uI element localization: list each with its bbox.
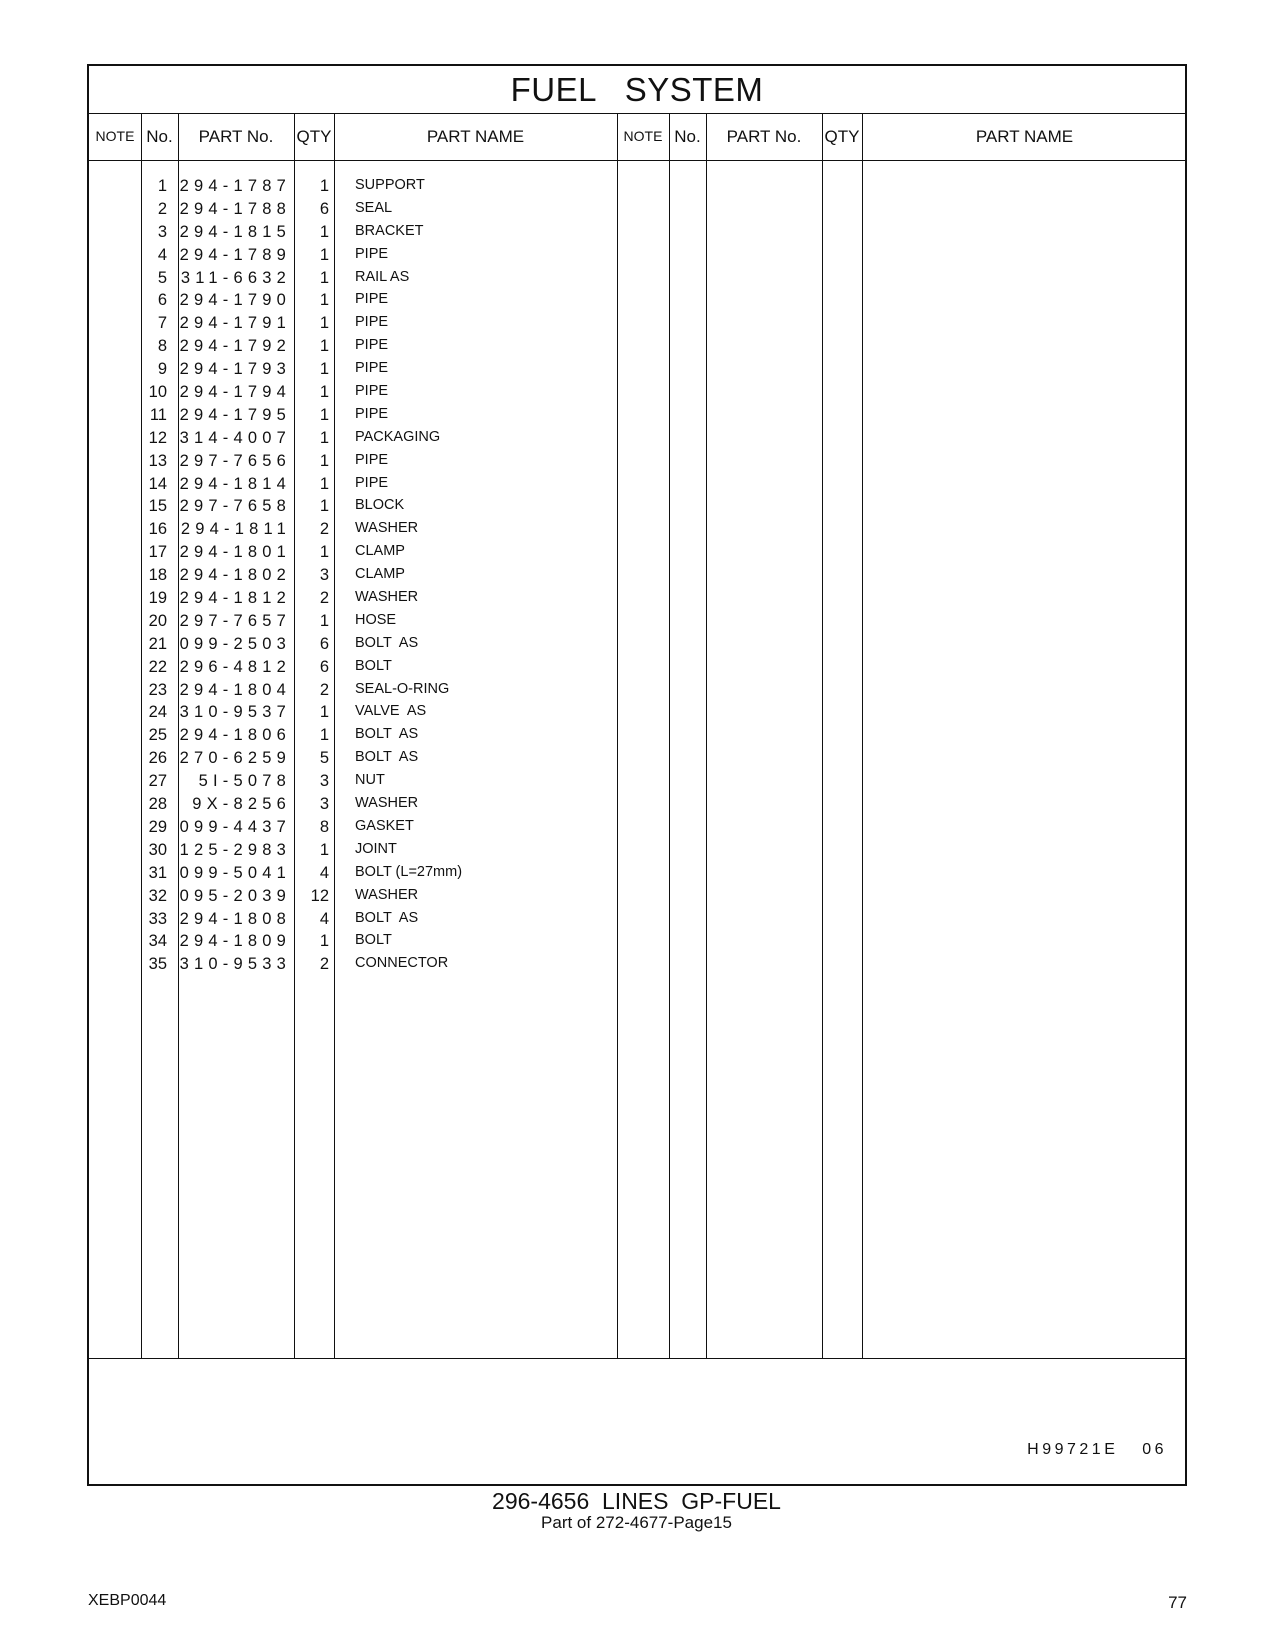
- part-name: WASHER: [355, 520, 419, 537]
- part-name: JOINT: [355, 840, 397, 857]
- item-number: 3: [157, 222, 167, 241]
- part-name: SEAL-O-RING: [355, 680, 450, 697]
- part-name: PIPE: [355, 360, 389, 377]
- part-number: 314-4007: [179, 428, 291, 447]
- table-row: [89, 518, 1189, 541]
- part-number: 297-7658: [179, 497, 291, 516]
- part-number: 294-1808: [179, 909, 291, 928]
- item-number: 7: [157, 314, 167, 333]
- part-name: CLAMP: [355, 566, 405, 583]
- quantity: 1: [319, 932, 329, 951]
- table-row: [89, 747, 1189, 770]
- quantity: 6: [319, 657, 329, 676]
- part-number: 294-1801: [179, 543, 291, 562]
- item-number: 18: [148, 566, 167, 585]
- part-name: PIPE: [355, 291, 389, 308]
- parts-list-table: [87, 64, 1187, 1486]
- header-qty-right: QTY: [824, 127, 860, 146]
- quantity: 3: [319, 795, 329, 814]
- quantity: 1: [319, 222, 329, 241]
- part-name: PIPE: [355, 474, 389, 491]
- item-number: 21: [148, 634, 167, 653]
- quantity: 1: [319, 428, 329, 447]
- item-number: 19: [148, 589, 167, 608]
- quantity: 1: [319, 474, 329, 493]
- part-name: GASKET: [355, 817, 414, 834]
- quantity: 5: [319, 749, 329, 768]
- item-number: 35: [148, 955, 167, 974]
- item-number: 4: [157, 245, 167, 264]
- part-number: 294-1811: [180, 520, 291, 539]
- quantity: 2: [319, 680, 329, 699]
- table-row: [89, 175, 1189, 198]
- part-name: BRACKET: [355, 222, 424, 239]
- part-number: 270-6259: [179, 749, 291, 768]
- table-row: [89, 312, 1189, 335]
- part-name: BOLT AS: [355, 749, 419, 766]
- item-number: 22: [148, 657, 167, 676]
- item-number: 20: [148, 611, 167, 630]
- part-number: 099-4437: [179, 817, 291, 836]
- item-number: 32: [148, 886, 167, 905]
- part-name: PIPE: [355, 314, 389, 331]
- document-id: XEBP0044: [88, 1592, 167, 1609]
- item-number: 8: [157, 337, 167, 356]
- part-number: 294-1787: [179, 177, 291, 195]
- item-number: 15: [148, 497, 167, 516]
- part-number: 294-1790: [179, 291, 291, 310]
- quantity: 1: [319, 611, 329, 630]
- part-number: 099-5041: [179, 863, 291, 882]
- table-row: [89, 701, 1189, 724]
- item-number: 24: [148, 703, 167, 722]
- part-name: PIPE: [355, 337, 389, 354]
- table-row: [89, 885, 1189, 908]
- part-number: 294-1804: [179, 680, 291, 699]
- part-number: 294-1815: [179, 222, 291, 241]
- quantity: 1: [319, 314, 329, 333]
- item-number: 10: [148, 383, 167, 402]
- quantity: 3: [319, 566, 329, 585]
- part-number: 294-1806: [179, 726, 291, 745]
- table-row: [89, 839, 1189, 862]
- part-number: 310-9537: [179, 703, 291, 722]
- part-number: 297-7657: [179, 611, 291, 630]
- part-number: 294-1793: [179, 360, 291, 379]
- table-row: [89, 198, 1189, 221]
- item-number: 2: [157, 199, 167, 218]
- header-note-left: NOTE: [95, 128, 135, 144]
- quantity: 1: [319, 383, 329, 402]
- table-row: [89, 404, 1189, 427]
- table-row: [89, 541, 1189, 564]
- quantity: 1: [319, 360, 329, 379]
- part-number: 294-1791: [179, 314, 291, 333]
- item-number: 16: [148, 520, 167, 539]
- quantity: 1: [319, 337, 329, 356]
- header-qty-left: QTY: [296, 127, 332, 146]
- part-number: 099-2503: [179, 634, 291, 653]
- part-number: 294-1794: [179, 383, 291, 402]
- item-number: 34: [148, 932, 167, 951]
- header-part-name-left: PART NAME: [426, 127, 525, 146]
- table-row: [89, 289, 1189, 312]
- table-row: [89, 770, 1189, 793]
- header-note-right: NOTE: [623, 128, 663, 144]
- parts-rows: [89, 175, 1189, 976]
- table-row: [89, 221, 1189, 244]
- part-number: 294-1809: [179, 932, 291, 951]
- quantity: 1: [319, 703, 329, 722]
- item-number: 13: [148, 451, 167, 470]
- part-name: CLAMP: [355, 543, 405, 560]
- table-row: [89, 724, 1189, 747]
- part-name: BOLT AS: [355, 634, 419, 651]
- header-part-name-right: PART NAME: [975, 127, 1074, 146]
- table-row: [89, 495, 1189, 518]
- table-row: [89, 679, 1189, 702]
- part-number: 294-1789: [179, 245, 291, 264]
- quantity: 8: [319, 817, 329, 836]
- table-row: [89, 473, 1189, 496]
- part-name: SEAL: [355, 199, 393, 216]
- part-name: PIPE: [355, 405, 389, 422]
- quantity: 4: [319, 909, 329, 928]
- header-part-no-left: PART No.: [198, 127, 274, 146]
- part-name: CONNECTOR: [355, 955, 449, 972]
- quantity: 1: [319, 543, 329, 562]
- quantity: 1: [319, 840, 329, 859]
- part-name: NUT: [355, 772, 385, 789]
- table-row: [89, 908, 1189, 931]
- table-row: [89, 335, 1189, 358]
- table-row: [89, 427, 1189, 450]
- item-number: 25: [148, 726, 167, 745]
- part-name: BOLT: [355, 932, 392, 949]
- page-title: FUEL SYSTEM: [89, 66, 1185, 114]
- table-row: [89, 862, 1189, 885]
- part-number: 294-1795: [179, 405, 291, 424]
- part-name: BOLT AS: [355, 909, 419, 926]
- table-row: [89, 953, 1189, 976]
- quantity: 1: [319, 451, 329, 470]
- quantity: 1: [319, 268, 329, 287]
- table-row: [89, 587, 1189, 610]
- part-name: BOLT AS: [355, 726, 419, 743]
- part-number: 297-7656: [179, 451, 291, 470]
- table-row: [89, 381, 1189, 404]
- quantity: 3: [319, 772, 329, 791]
- quantity: 1: [319, 291, 329, 310]
- part-number: 095-2039: [179, 886, 291, 905]
- table-row: [89, 656, 1189, 679]
- part-name: WASHER: [355, 886, 419, 903]
- group-title: 296-4656 LINES GP-FUEL: [492, 1488, 781, 1514]
- quantity: 1: [319, 245, 329, 264]
- header-divider: [89, 160, 1185, 161]
- table-row: [89, 564, 1189, 587]
- quantity: 2: [319, 520, 329, 539]
- item-number: 5: [157, 268, 167, 287]
- part-name: RAIL AS: [355, 268, 410, 285]
- item-number: 6: [157, 291, 167, 310]
- quantity: 1: [319, 497, 329, 516]
- part-number: 294-1814: [179, 474, 291, 493]
- part-name: PIPE: [355, 383, 389, 400]
- item-number: 27: [148, 772, 167, 791]
- part-name: BLOCK: [355, 497, 405, 514]
- table-row: [89, 816, 1189, 839]
- part-name: WASHER: [355, 589, 419, 606]
- part-name: PIPE: [355, 451, 389, 468]
- item-number: 17: [148, 543, 167, 562]
- part-number: 9X-8256: [192, 795, 291, 814]
- part-name: PACKAGING: [355, 428, 441, 445]
- table-row: [89, 930, 1189, 953]
- quantity: 2: [319, 589, 329, 608]
- part-number: 294-1788: [179, 199, 291, 218]
- table-bottom-divider: [89, 1358, 1185, 1359]
- item-number: 1: [157, 177, 167, 195]
- page-number: 77: [1168, 1593, 1187, 1612]
- part-number: 5I-5078: [198, 772, 291, 791]
- item-number: 12: [148, 428, 167, 447]
- group-subtitle: Part of 272-4677-Page15: [541, 1513, 732, 1532]
- header-no-left: No.: [146, 127, 173, 146]
- table-row: [89, 358, 1189, 381]
- quantity: 1: [319, 405, 329, 424]
- item-number: 29: [148, 817, 167, 836]
- quantity: 12: [310, 886, 329, 905]
- item-number: 14: [148, 474, 167, 493]
- quantity: 2: [319, 955, 329, 974]
- item-number: 26: [148, 749, 167, 768]
- header-part-no-right: PART No.: [726, 127, 802, 146]
- part-name: SUPPORT: [355, 177, 425, 193]
- table-row: [89, 450, 1189, 473]
- part-number: 294-1802: [179, 566, 291, 585]
- part-number: 294-1812: [179, 589, 291, 608]
- quantity: 1: [319, 726, 329, 745]
- quantity: 4: [319, 863, 329, 882]
- part-number: 311-6632: [180, 268, 291, 287]
- part-name: WASHER: [355, 795, 419, 812]
- item-number: 23: [148, 680, 167, 699]
- quantity: 1: [319, 177, 329, 195]
- item-number: 31: [148, 863, 167, 882]
- item-number: 9: [157, 360, 167, 379]
- part-name: HOSE: [355, 611, 397, 628]
- item-number: 11: [149, 405, 167, 424]
- part-number: 125-2983: [179, 840, 291, 859]
- quantity: 6: [319, 199, 329, 218]
- item-number: 30: [148, 840, 167, 859]
- part-number: 294-1792: [179, 337, 291, 356]
- quantity: 6: [319, 634, 329, 653]
- part-name: VALVE AS: [355, 703, 427, 720]
- part-name: PIPE: [355, 245, 389, 262]
- table-row: [89, 610, 1189, 633]
- part-name: BOLT: [355, 657, 392, 674]
- table-row: [89, 267, 1189, 290]
- table-row: [89, 244, 1189, 267]
- part-name: BOLT (L=27mm): [355, 863, 463, 880]
- illustration-code: H99721E 06: [1027, 1441, 1167, 1458]
- part-number: 296-4812: [179, 657, 291, 676]
- part-number: 310-9533: [179, 955, 291, 974]
- table-row: [89, 633, 1189, 656]
- table-row: [89, 793, 1189, 816]
- header-no-right: No.: [674, 127, 701, 146]
- item-number: 33: [148, 909, 167, 928]
- item-number: 28: [148, 795, 167, 814]
